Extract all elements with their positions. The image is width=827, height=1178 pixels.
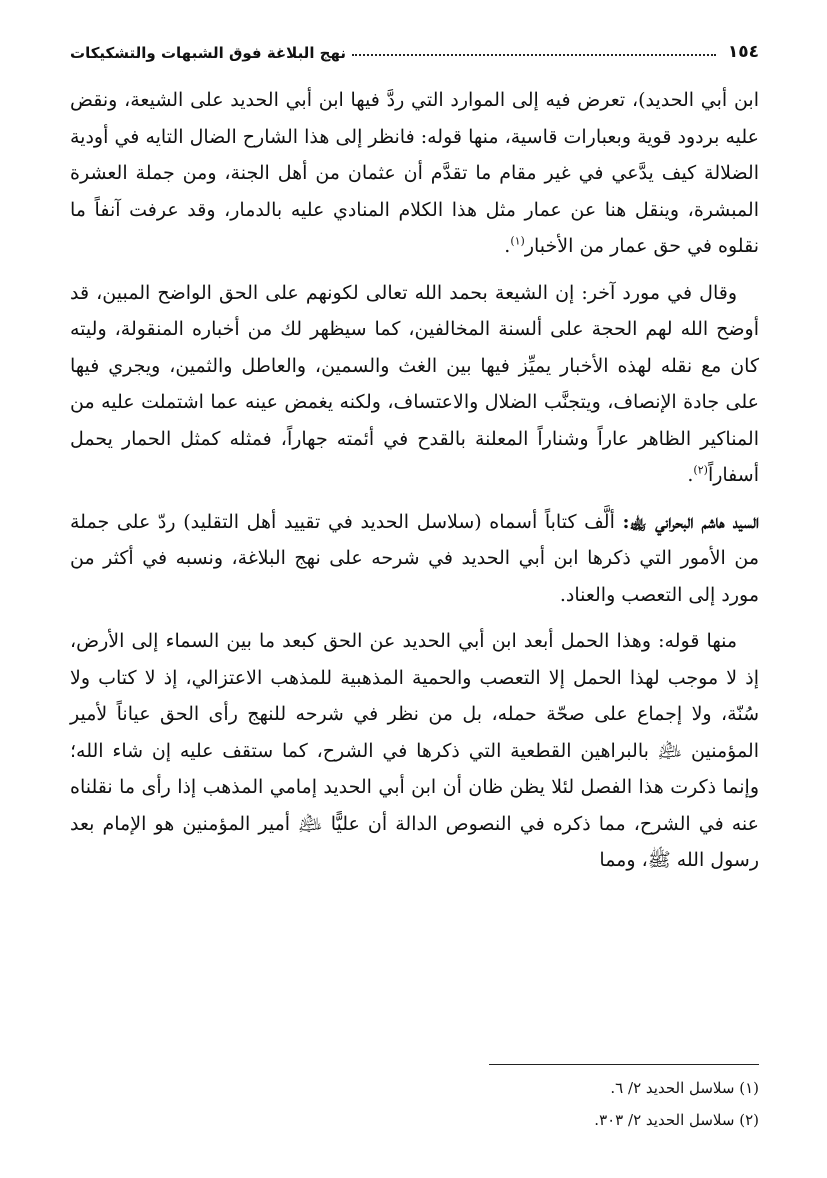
- author-name: السيد هاشم البحراني ﵀:: [622, 510, 760, 533]
- paragraph: منها قوله: وهذا الحمل أبعد ابن أبي الحديد عن الحق كبعد ما بين السماء إلى الأرض، إذ لا موجب لهذا الحمل إلا التعصب والحمية المذهبية للمذهب الاعتزالي، إذ لا كتاب ولا سُنّة، ولا إجماع على صحّة حمله، بل من نظر في شرحه للنهج رأى الحق عياناً لأمير المؤمنين ﵇ بالبراهين القطعية التي ذكرها في الشرح، كما ستقف عليه إن شاء الله؛ وإنما ذكرت هذا الفصل لئلا يظن ظان أن ابن أبي الحديد إمامي المذهب إذا رأى ما نقلناه عنه في الشرح، مما ذكره في النصوص الدالة أن عليًّا ﵇ أمير المؤمنين هو الإمام بعد رسول الله ﷺ، ومما: [70, 630, 759, 871]
- paragraph: السيد هاشم البحراني ﵀: ألَّف كتاباً أسماه (سلاسل الحديد في تقييد أهل التقليد) ردّ على جملة من الأمور التي ذكرها ابن أبي الحديد في شرحه على نهج البلاغة، ونسبه في أكثر من مورد إلى التعصب والعناد.: [70, 510, 760, 606]
- paragraph: ابن أبي الحديد)، تعرض فيه إلى الموارد التي ردَّ فيها ابن أبي الحديد على الشيعة، ونقض عليه بردود قوية وبعبارات قاسية، منها قوله: فانظر إلى هذا الشارح الضال التايه في أودية الضلالة كيف يدَّعي في غير مقام ما تقدَّم أن عثمان من أهل الجنة، ومن جملة العشرة المبشرة، وينقل هنا عن عمار مثل هذا الكلام المنادي عليه بالدمار، وقد عرفت آنفاً ما نقلوه في حق عمار من الأخبار$^{(١)}$.: [70, 89, 759, 257]
- footnotes: [300, 1072, 759, 1136]
- page-number: ١٥٤: [727, 42, 759, 62]
- footnote: (٢) سلاسل الحديد ٢/ ٣٠٣.: [594, 1111, 759, 1129]
- running-title: نهج البلاغة فوق الشبهات والتشكيكات: [70, 44, 347, 62]
- footnote: (١) سلاسل الحديد ٢/ ٦.: [610, 1079, 759, 1097]
- header-dot-leader: [352, 54, 716, 56]
- footnote-marker: (٢): [693, 463, 708, 477]
- footnote-separator: [489, 1064, 759, 1065]
- body-text: [70, 82, 759, 889]
- paragraph: وقال في مورد آخر: إن الشيعة بحمد الله تعالى لكونهم على الحق الواضح المبين، قد أوضح الله لهم الحجة على ألسنة المخالفين، كما سيظهر لك من أخباره المنقولة، وليته كان مع نقله لهذه الأخبار يميِّز فيها بين الغث والسمين، والعاطل والثمين، ويجري فيها على جادة الإنصاف، ويتجنَّب الضلال والاعتساف، ولكنه يغمض عينه عما اشتملت عليه من المناكير الظاهر عاراً وشناراً المعلنة بالقدح في أئمته جهاراً، فمثله كمثل الحمار يحمل أسفاراً$^{(٢)}$.: [70, 281, 759, 486]
- footnote-marker: (١): [510, 234, 525, 248]
- page-header: [70, 28, 759, 62]
